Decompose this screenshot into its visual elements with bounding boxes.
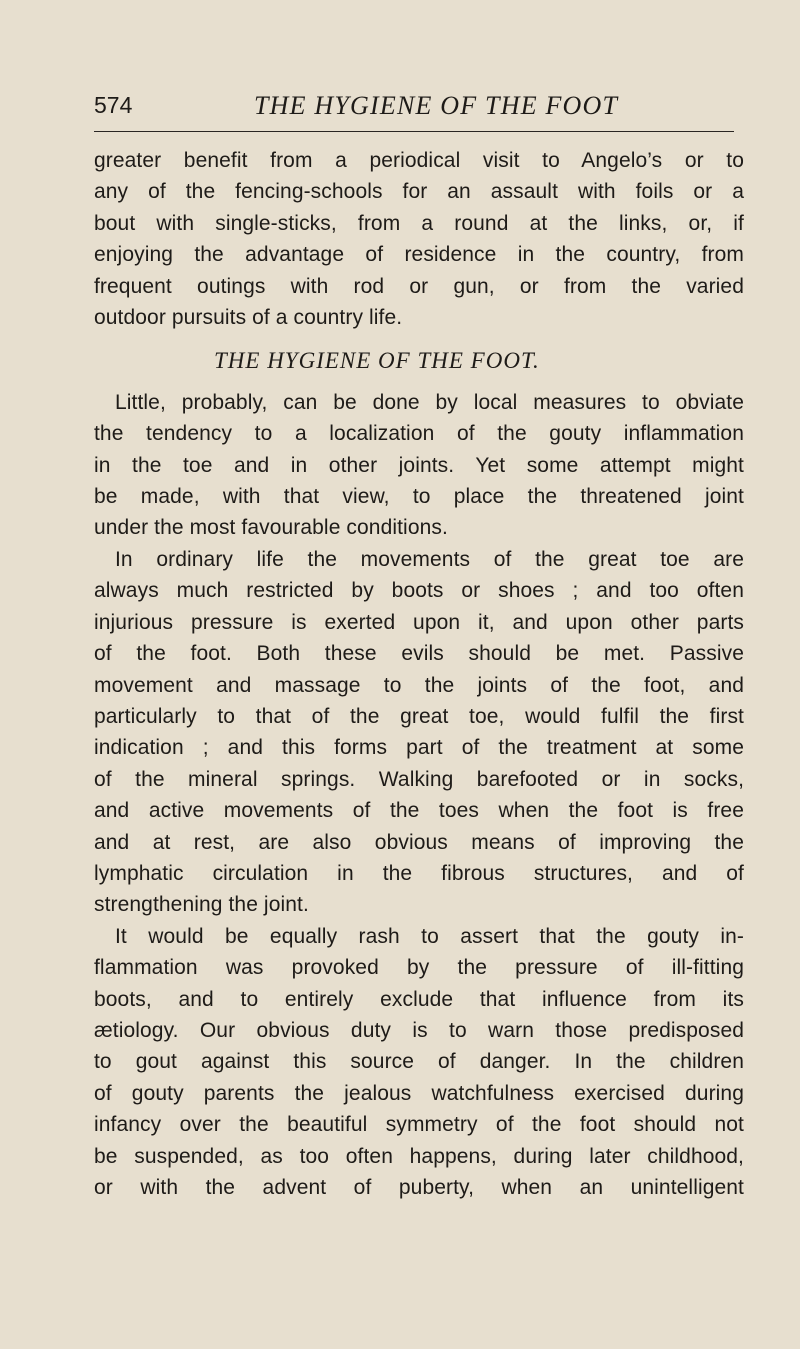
text-line: always much restricted by boots or shoes ; and too often [94,579,744,603]
text-line: be made, with that view, to place the threatened joint [94,485,744,509]
text-line: be suspended, as too often happens, during later childhood, [94,1144,744,1168]
paragraph-4 [94,921,744,1204]
paragraph-1 [94,145,744,333]
text-line: flammation was provoked by the pressure of ill-fitting [94,956,744,980]
text-line: enjoying the advantage of residence in the country, from [94,243,744,267]
text-line: ætiology. Our obvious duty is to warn those predisposed [94,1018,744,1042]
text-line: In ordinary life the movements of the great toe are [115,547,744,571]
text-line: particularly to that of the great toe, would fulfil the first [94,704,744,728]
text-line: lymphatic circulation in the fibrous structures, and of [94,861,744,885]
running-title: THE HYGIENE OF THE FOOT [254,91,619,120]
text-line: It would be equally rash to assert that the gouty in- [115,924,744,948]
text-line: of the foot. Both these evils should be met. Passive [94,642,744,666]
text-line: the tendency to a localization of the gouty inflammation [94,422,744,446]
text-line: or with the advent of puberty, when an unintelligent [94,1176,744,1199]
text-line: under the most favourable conditions. [94,516,448,540]
text-line: in the toe and in other joints. Yet some attempt might [94,453,744,477]
text-line: any of the fencing-schools for an assault with foils or a [94,180,744,204]
page-number: 574 [94,92,133,118]
text-line: Little, probably, can be done by local measures to obviate [115,390,744,414]
text-line: outdoor pursuits of a country life. [94,306,403,330]
text-line: indication ; and this forms part of the treatment at some [94,736,744,760]
text-line: movement and massage to the joints of the foot, and [94,673,744,697]
paragraph-3 [94,544,744,921]
section-heading: THE HYGIENE OF THE FOOT. [214,348,540,374]
text-line: frequent outings with rod or gun, or from the varied [94,274,744,298]
text-line: to gout against this source of danger. In the children [94,1050,744,1074]
paragraph-2 [94,387,744,544]
text-line: and at rest, are also obvious means of improving the [94,830,744,854]
text-line: of gouty parents the jealous watchfulness exercised during [94,1081,744,1105]
text-line: infancy over the beautiful symmetry of the foot should not [94,1113,744,1137]
text-line: strengthening the joint. [94,893,309,917]
text-line: boots, and to entirely exclude that influence from its [94,987,744,1011]
text-line: of the mineral springs. Walking barefooted or in socks, [94,767,744,791]
text-line: bout with single-sticks, from a round at the links, or, if [94,211,744,235]
running-head [94,92,734,132]
text-line: greater benefit from a periodical visit to Angelo’s or to [94,149,744,172]
header-rule [94,131,734,132]
body-text [94,145,744,1203]
text-line: injurious pressure is exerted upon it, and upon other parts [94,610,744,634]
text-line: and active movements of the toes when the foot is free [94,799,744,823]
